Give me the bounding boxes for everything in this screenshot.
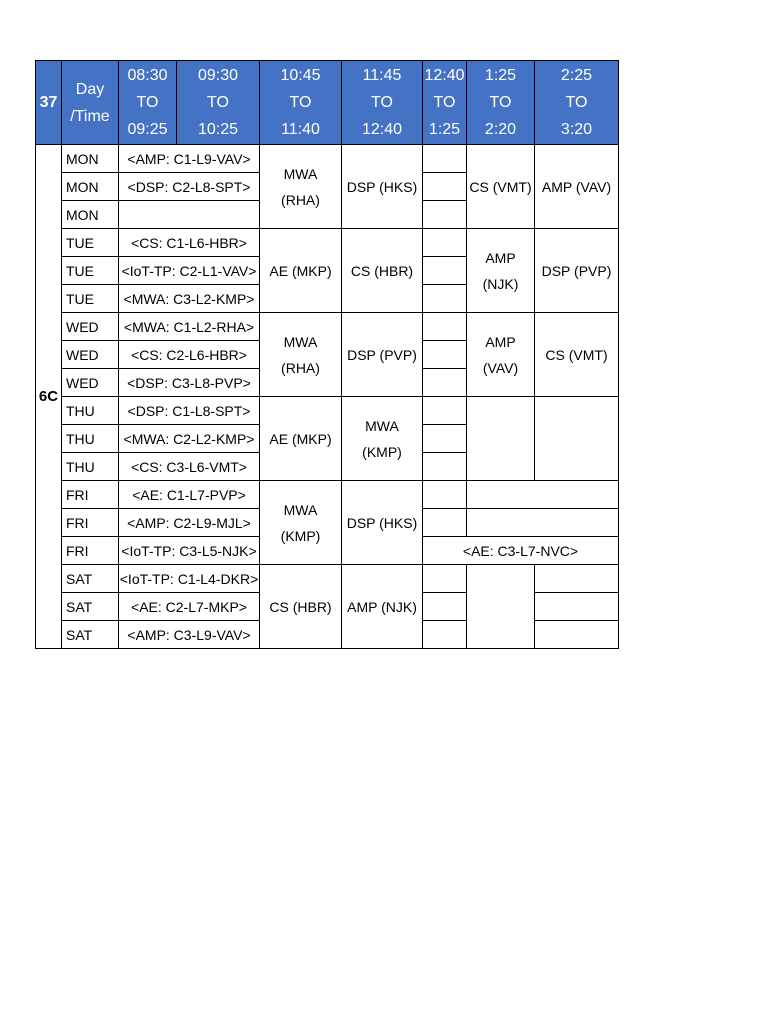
- slot-end: 10:25: [197, 121, 239, 138]
- lab-cell: <IoT-TP: C3-L5-NJK>: [119, 537, 260, 565]
- empty-cell: [535, 565, 619, 593]
- slot-1045-cell: [260, 481, 342, 565]
- subject-line: MWA: [283, 333, 318, 350]
- slot-header-1045: [260, 61, 342, 145]
- slot-225-cell: AMP (VAV): [535, 145, 619, 229]
- slot-start: 2:25: [560, 67, 593, 84]
- day-cell: FRI: [62, 481, 119, 509]
- slot-1145-cell: CS (HBR): [342, 229, 423, 313]
- lab-cell: <IoT-TP: C1-L4-DKR>: [119, 565, 260, 593]
- empty-cell: [423, 397, 467, 425]
- empty-cell: [467, 565, 535, 649]
- teacher-line: (NJK): [482, 275, 519, 292]
- slot-1045-cell: CS (HBR): [260, 565, 342, 649]
- slot-to: TO: [136, 94, 159, 111]
- day-time-line1: Day: [75, 80, 105, 98]
- day-cell: SAT: [62, 565, 119, 593]
- empty-cell: [423, 481, 467, 509]
- table-row: [36, 397, 619, 425]
- slot-to: TO: [289, 94, 312, 111]
- day-cell: WED: [62, 369, 119, 397]
- slot-header-1145: [342, 61, 423, 145]
- lab-cell: <MWA: C2-L2-KMP>: [119, 425, 260, 453]
- slot-start: 11:45: [362, 67, 402, 84]
- table-row: [36, 229, 619, 257]
- lab-cell: <AMP: C1-L9-VAV>: [119, 145, 260, 173]
- slot-end: 12:40: [361, 121, 403, 138]
- empty-cell: [467, 481, 619, 509]
- empty-cell: [467, 397, 535, 481]
- empty-cell: [423, 145, 467, 173]
- slot-start: 08:30: [127, 67, 168, 84]
- subject-line: AMP: [485, 333, 516, 350]
- day-time-line2: /Time: [70, 107, 110, 125]
- empty-cell: [423, 565, 467, 593]
- empty-cell: [423, 313, 467, 341]
- day-cell: WED: [62, 313, 119, 341]
- lab-cell: <DSP: C2-L8-SPT>: [119, 173, 260, 201]
- slot-to: TO: [565, 94, 588, 111]
- day-time-header: [62, 61, 119, 145]
- slot-125-cell: CS (VMT): [467, 145, 535, 229]
- slot-225-cell: CS (VMT): [535, 313, 619, 397]
- lab-cell: <AMP: C2-L9-MJL>: [119, 509, 260, 537]
- slot-header-0830: [119, 61, 177, 145]
- day-cell: MON: [62, 173, 119, 201]
- day-cell: WED: [62, 341, 119, 369]
- teacher-line: (KMP): [280, 527, 321, 544]
- lab-cell: <CS: C1-L6-HBR>: [119, 229, 260, 257]
- lab-cell: <IoT-TP: C2-L1-VAV>: [119, 257, 260, 285]
- slot-header-225: [535, 61, 619, 145]
- slot-end: 09:25: [127, 121, 168, 138]
- day-cell: FRI: [62, 537, 119, 565]
- slot-start: 10:45: [280, 67, 321, 84]
- empty-cell: [423, 201, 467, 229]
- subject-line: MWA: [365, 417, 399, 434]
- slot-header-1240: [423, 61, 467, 145]
- timetable: [35, 60, 619, 649]
- slot-1045-cell: [260, 145, 342, 229]
- slot-end: 3:20: [560, 121, 593, 138]
- slot-1045-cell: AE (MKP): [260, 397, 342, 481]
- slot-125-cell: [467, 313, 535, 397]
- day-cell: TUE: [62, 285, 119, 313]
- slot-1145-cell: DSP (HKS): [342, 145, 423, 229]
- slot-1145-cell: AMP (NJK): [342, 565, 423, 649]
- slot-125-cell: [467, 229, 535, 313]
- section-label: 6C: [36, 145, 62, 649]
- teacher-line: (KMP): [362, 443, 402, 460]
- slot-start: 1:25: [484, 67, 517, 84]
- empty-cell: [467, 509, 619, 537]
- empty-cell: [535, 593, 619, 621]
- slot-1145-cell: DSP (PVP): [342, 313, 423, 397]
- slot-to: TO: [489, 94, 512, 111]
- lab-cell: [119, 201, 260, 229]
- empty-cell: [423, 229, 467, 257]
- lab-cell: <CS: C2-L6-HBR>: [119, 341, 260, 369]
- empty-cell: [423, 285, 467, 313]
- empty-cell: [423, 425, 467, 453]
- empty-cell: [423, 509, 467, 537]
- slot-1045-cell: AE (MKP): [260, 229, 342, 313]
- lab-cell: <CS: C3-L6-VMT>: [119, 453, 260, 481]
- table-row: [36, 481, 619, 509]
- empty-cell: [423, 341, 467, 369]
- slot-end: 2:20: [484, 121, 517, 138]
- lab-cell: <DSP: C1-L8-SPT>: [119, 397, 260, 425]
- empty-cell: [423, 173, 467, 201]
- day-cell: MON: [62, 201, 119, 229]
- day-cell: FRI: [62, 509, 119, 537]
- day-cell: THU: [62, 397, 119, 425]
- day-cell: THU: [62, 453, 119, 481]
- teacher-line: (RHA): [281, 191, 320, 208]
- slot-225-cell: DSP (PVP): [535, 229, 619, 313]
- day-cell: THU: [62, 425, 119, 453]
- slot-to: TO: [371, 94, 393, 111]
- table-row: [36, 565, 619, 593]
- afternoon-lab-cell: <AE: C3-L7-NVC>: [423, 537, 619, 565]
- slot-start: 09:30: [197, 67, 239, 84]
- teacher-line: (RHA): [281, 359, 320, 376]
- empty-cell: [535, 397, 619, 481]
- empty-cell: [423, 257, 467, 285]
- subject-line: AMP: [485, 249, 516, 266]
- subject-line: MWA: [283, 165, 318, 182]
- lab-cell: <AMP: C3-L9-VAV>: [119, 621, 260, 649]
- day-cell: SAT: [62, 621, 119, 649]
- slot-to: TO: [433, 94, 456, 111]
- slot-1145-cell: DSP (HKS): [342, 481, 423, 565]
- empty-cell: [423, 453, 467, 481]
- slot-to: TO: [207, 94, 229, 111]
- empty-cell: [423, 621, 467, 649]
- subject-line: MWA: [283, 501, 318, 518]
- table-row: [36, 145, 619, 173]
- day-cell: SAT: [62, 593, 119, 621]
- day-cell: MON: [62, 145, 119, 173]
- slot-end: 1:25: [428, 121, 461, 138]
- empty-cell: [423, 369, 467, 397]
- slot-header-0930: [177, 61, 260, 145]
- table-row: [36, 313, 619, 341]
- day-cell: TUE: [62, 229, 119, 257]
- class-id: 37: [36, 61, 62, 145]
- lab-cell: <DSP: C3-L8-PVP>: [119, 369, 260, 397]
- day-cell: TUE: [62, 257, 119, 285]
- slot-start: 12:40: [424, 67, 465, 84]
- lab-cell: <AE: C2-L7-MKP>: [119, 593, 260, 621]
- lab-cell: <MWA: C3-L2-KMP>: [119, 285, 260, 313]
- header-row: [36, 61, 619, 145]
- empty-cell: [535, 621, 619, 649]
- lab-cell: <AE: C1-L7-PVP>: [119, 481, 260, 509]
- slot-end: 11:40: [281, 121, 320, 138]
- empty-cell: [423, 593, 467, 621]
- teacher-line: (VAV): [482, 359, 519, 376]
- slot-1045-cell: [260, 313, 342, 397]
- slot-header-125: [467, 61, 535, 145]
- slot-1145-cell: [342, 397, 423, 481]
- lab-cell: <MWA: C1-L2-RHA>: [119, 313, 260, 341]
